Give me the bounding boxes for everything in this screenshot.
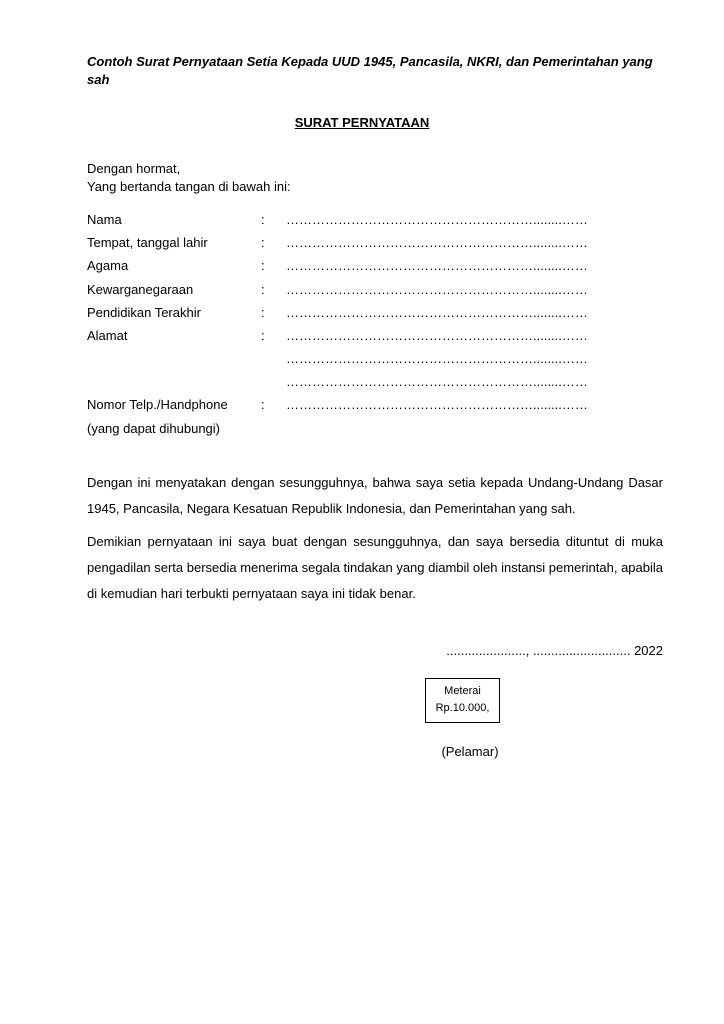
greeting bbox=[87, 160, 291, 196]
field-blank: …………………………………………………........…… bbox=[286, 282, 588, 297]
field-kewarganegaraan bbox=[87, 281, 647, 299]
field-colon: : bbox=[261, 328, 265, 343]
field-blank: …………………………………………………........…… bbox=[286, 374, 588, 389]
greeting-line-1: Dengan hormat, bbox=[87, 161, 181, 176]
field-label: Kewarganegaraan bbox=[87, 282, 194, 297]
field-blank: …………………………………………………........…… bbox=[286, 397, 588, 412]
field-blank: …………………………………………………........…… bbox=[286, 305, 588, 320]
closing-paragraph: Demikian pernyataan ini saya buat dengan sesungguhnya, dan saya bersedia dituntut di muka pengadilan serta bersedia menerima segala tindakan yang diambil oleh instansi pemerintah, apabila di kemudian hari terbukti pernyataan saya ini tidak benar. bbox=[87, 534, 663, 601]
field-colon: : bbox=[261, 212, 265, 227]
field-label: Alamat bbox=[87, 328, 128, 343]
field-blank: …………………………………………………........…… bbox=[286, 235, 588, 250]
field-nama bbox=[87, 211, 647, 229]
field-alamat-line-3 bbox=[87, 373, 647, 391]
meterai-stamp-box bbox=[425, 678, 500, 723]
field-blank: …………………………………………………........…… bbox=[286, 258, 588, 273]
field-tempat-tanggal-lahir bbox=[87, 234, 647, 252]
field-colon: : bbox=[261, 282, 265, 297]
stamp-line-1: Meterai bbox=[444, 685, 481, 697]
field-nomor-telp bbox=[87, 396, 647, 414]
greeting-line-2: Yang bertanda tangan di bawah ini: bbox=[87, 179, 291, 194]
field-label: Nomor Telp./Handphone bbox=[87, 397, 228, 412]
field-blank: …………………………………………………........…… bbox=[286, 212, 588, 227]
field-alamat bbox=[87, 327, 647, 345]
signer-label: (Pelamar) bbox=[441, 744, 499, 759]
field-alamat-line-2 bbox=[87, 350, 647, 368]
document-title: SURAT PERNYATAAN bbox=[294, 115, 430, 130]
stamp-line-2: Rp.10.000, bbox=[435, 702, 490, 714]
field-blank: …………………………………………………........…… bbox=[286, 351, 588, 366]
field-label: Agama bbox=[87, 258, 129, 273]
field-agama bbox=[87, 257, 647, 275]
document-caption: Contoh Surat Pernyataan Setia Kepada UUD 1945, Pancasila, NKRI, dan Pemerintahan yang sah bbox=[87, 54, 653, 87]
place-date-line: ......................, ........................... 2022 bbox=[446, 643, 663, 658]
statement-paragraph: Dengan ini menyatakan dengan sesungguhnya, bahwa saya setia kepada Undang-Undang Dasar 1945, Pancasila, Negara Kesatuan Republik Indonesia, dan Pemerintahan yang sah. bbox=[87, 475, 663, 516]
field-colon: : bbox=[261, 397, 265, 412]
field-label: Tempat, tanggal lahir bbox=[87, 235, 208, 250]
field-label: Nama bbox=[87, 212, 122, 227]
field-colon: : bbox=[261, 235, 265, 250]
field-colon: : bbox=[261, 305, 265, 320]
field-colon: : bbox=[261, 258, 265, 273]
phone-note: (yang dapat dihubungi) bbox=[87, 421, 220, 436]
field-blank: …………………………………………………........…… bbox=[286, 328, 588, 343]
field-pendidikan-terakhir bbox=[87, 304, 647, 322]
field-label: Pendidikan Terakhir bbox=[87, 305, 201, 320]
